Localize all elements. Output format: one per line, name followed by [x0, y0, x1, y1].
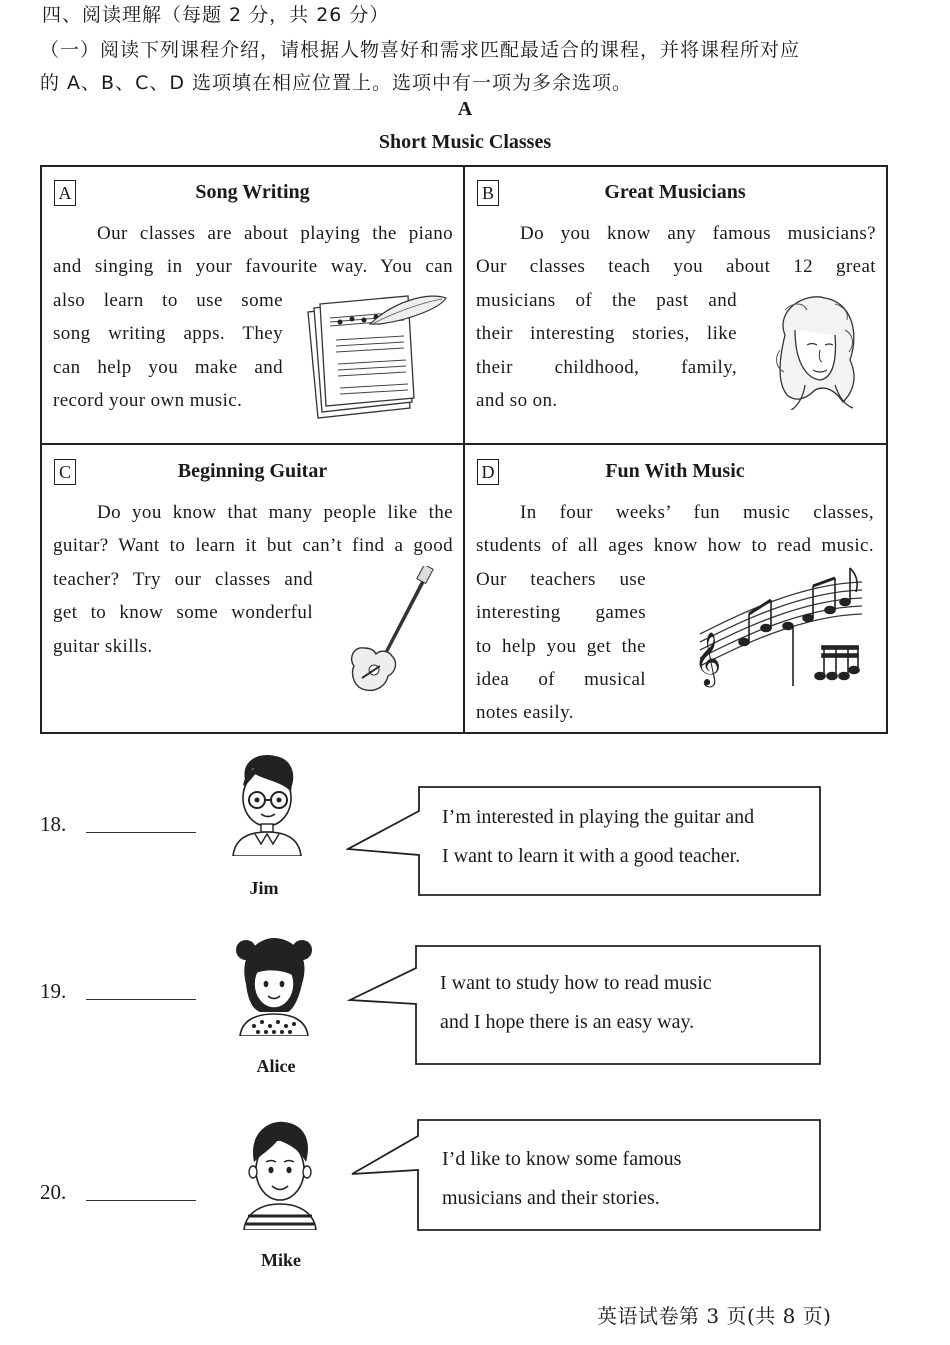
question-number: 19. [40, 979, 67, 1003]
person-name-mike: Mike [261, 1250, 301, 1270]
musician-portrait-icon [765, 290, 865, 410]
course-b-line: musicians of the past and [476, 289, 737, 311]
grid-divider-vertical [463, 165, 465, 734]
speech-line: I’d like to know some famous [442, 1148, 682, 1170]
grid-divider-horizontal [40, 443, 888, 445]
person-name-jim: Jim [249, 878, 279, 898]
person-name-alice: Alice [256, 1056, 296, 1076]
course-a-line: also learn to use some [53, 289, 283, 311]
guitar-icon [340, 566, 440, 696]
course-b-title: Great Musicians [604, 181, 746, 203]
page-footer: 英语试卷第 3 页(共 8 页) [597, 1304, 832, 1328]
passage-title: Short Music Classes [378, 131, 552, 153]
course-d-line: idea of musical [476, 669, 646, 691]
course-d-title: Fun With Music [605, 460, 745, 482]
instruction-line-1: （一）阅读下列课程介绍，请根据人物喜好和需求匹配最适合的课程，并将课程所对应 [40, 39, 801, 61]
answer-blank-18[interactable] [86, 832, 196, 833]
course-d-line: students of all ages know how to read music. [476, 535, 874, 557]
course-a-line: can help you make and [53, 356, 283, 378]
course-a-line: song writing apps. They [53, 323, 283, 345]
instruction-line-2: 的 A、B、C、D 选项填在相应位置上。选项中有一项为多余选项。 [40, 72, 633, 94]
course-c-title: Beginning Guitar [177, 460, 328, 482]
course-a-line: and singing in your favourite way. You can [53, 256, 453, 278]
course-c-label: C [54, 459, 76, 485]
course-a-line: Our classes are about playing the piano [97, 223, 453, 244]
answer-blank-20[interactable] [86, 1200, 196, 1201]
speech-line: I want to study how to read music [440, 972, 712, 994]
mike-avatar [238, 1118, 322, 1230]
answer-blank-19[interactable] [86, 999, 196, 1000]
course-d-line: to help you get the [476, 635, 646, 657]
course-d-line: notes easily. [476, 702, 574, 724]
passage-letter: A [457, 98, 473, 120]
course-c-line: teacher? Try our classes and [53, 568, 313, 590]
svg-text:𝄞: 𝄞 [694, 631, 722, 685]
course-a-title: Song Writing [195, 181, 310, 203]
course-b-line: and so on. [476, 390, 558, 412]
speech-text-20 [442, 1140, 681, 1218]
speech-line: I want to learn it with a good teacher. [442, 845, 741, 867]
speech-line: I’m interested in playing the guitar and [442, 806, 755, 828]
course-d-label: D [477, 459, 499, 485]
course-b-line: Do you know any famous musicians? [520, 223, 876, 244]
alice-avatar [232, 932, 316, 1036]
course-d-line: interesting games [476, 602, 646, 624]
course-a-line: record your own music. [53, 390, 243, 412]
speech-line: musicians and their stories. [442, 1187, 660, 1209]
course-c-line: guitar? Want to learn it but can’t find a good [53, 535, 453, 557]
question-number: 18. [40, 812, 67, 836]
sheet-music-quill-icon [300, 290, 450, 420]
instructions [40, 34, 900, 100]
course-c-line: Do you know that many people like the [97, 502, 453, 523]
course-c-line: guitar skills. [53, 635, 153, 657]
course-b-line: their interesting stories, like [476, 323, 737, 345]
speech-text-18 [442, 798, 754, 876]
course-b-line: their childhood, family, [476, 356, 737, 378]
course-a-label: A [54, 180, 76, 206]
course-d-line: In four weeks’ fun music classes, [520, 502, 874, 523]
course-c-line: get to know some wonderful [53, 602, 313, 624]
speech-line: and I hope there is an easy way. [440, 1011, 695, 1033]
jim-avatar [225, 752, 309, 856]
section-title: 四、阅读理解（每题 2 分，共 26 分） [42, 4, 390, 26]
question-number: 20. [40, 1180, 67, 1204]
speech-text-19 [440, 964, 712, 1042]
music-notes-icon [690, 566, 870, 696]
course-b-line: Our classes teach you about 12 great [476, 256, 876, 278]
course-b-label: B [477, 180, 499, 206]
course-d-line: Our teachers use [476, 568, 646, 590]
